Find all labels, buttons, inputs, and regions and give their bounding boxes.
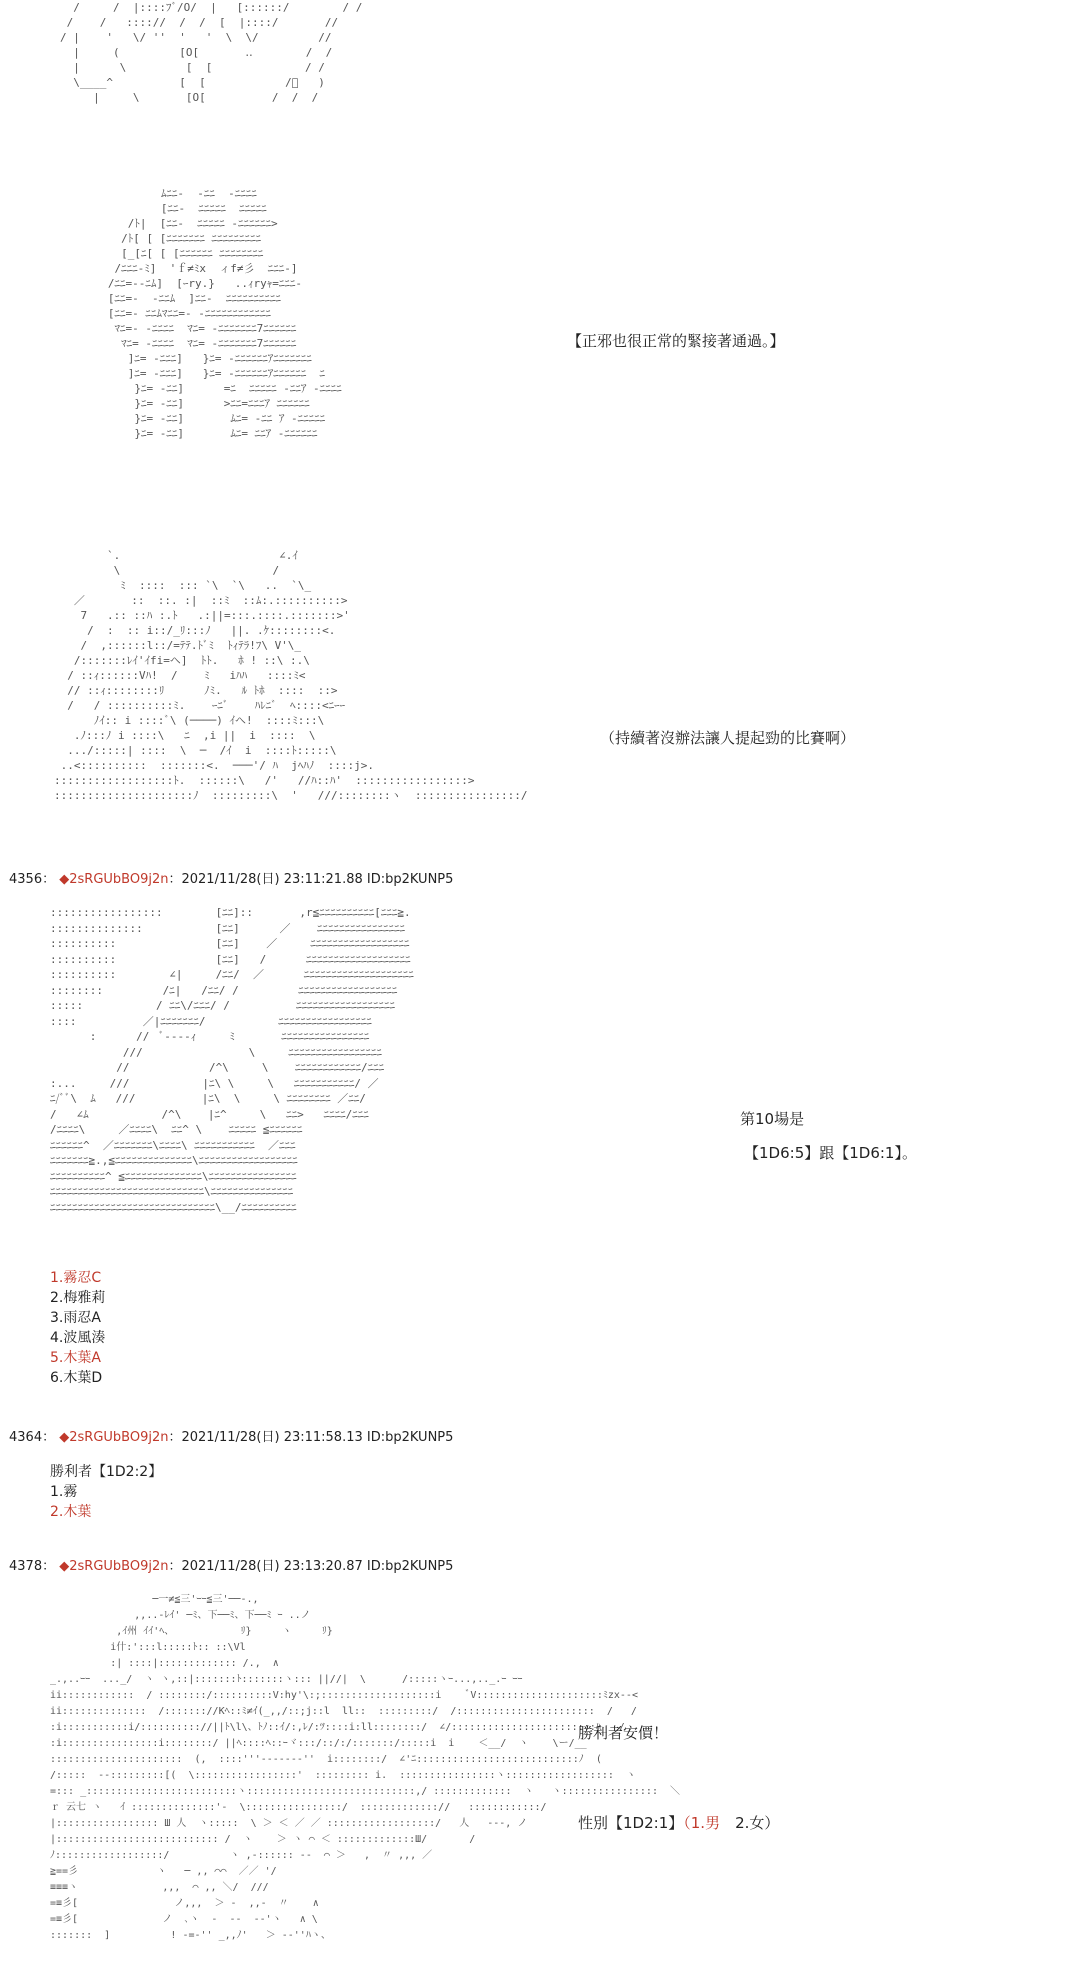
post-meta: ：2021/11/28(日) 23:11:21.88 ID:bp2KUNP5	[168, 872, 454, 887]
ascii-art-line: ::::::::::::::::::ﾄ. ::::::\ /' //ﾊ::ﾊ' :::::::::::::::::>	[54, 774, 475, 787]
ascii-art-line: ,ｲ州 ｲｲ'ﾍ、 ﾘ} ヽ ﾘ}	[50, 1626, 333, 1637]
winner-item: 1.霧	[50, 1484, 78, 1500]
ascii-art-line: /ﾆﾆ=--ﾆﾑ] [ｰry.} ..ｨryｬ=ﾆﾆﾆ-	[88, 277, 302, 290]
ascii-art-line: [ﾆﾆ- ﾆﾆﾆﾆﾆ ﾆﾆﾆﾆﾆ	[88, 202, 267, 215]
candidate-item: 5.木葉A	[50, 1350, 101, 1366]
ascii-art-arena	[50, 905, 414, 1215]
trip-diamond-icon: ◆	[59, 872, 70, 887]
candidate-item: 4.波風湊	[50, 1330, 106, 1346]
ascii-art-line: |::::::::::::::::::::::::::: / ヽ ＞ ヽ ⌒ ＜ :::::::::::::Ш/ /	[50, 1834, 476, 1845]
ascii-art-line: ::::: / ﾆﾆ\/ﾆﾆﾆ/ / ﾆﾆﾆﾆﾆﾆﾆﾆﾆﾆﾆﾆﾆﾆﾆﾆﾆﾆ	[50, 999, 396, 1012]
ascii-art-line: ﾆﾆﾆﾆﾆﾆﾆﾆﾆﾆﾆﾆﾆﾆﾆﾆﾆﾆﾆﾆﾆﾆﾆﾆﾆﾆﾆﾆﾆﾆ\__/ﾆﾆﾆﾆﾆﾆﾆﾆﾆﾆ	[50, 1200, 297, 1214]
ascii-art-line: [ﾆﾆ=- -ﾆﾆﾑ ]ﾆﾆ- ﾆﾆﾆﾆﾆﾆﾆﾆﾆﾆ	[88, 292, 281, 305]
ascii-art-line: }ﾆ= -ﾆﾆ] >ﾆﾆ=ﾆﾆﾆｱ ﾆﾆﾆﾆﾆﾆ	[88, 397, 310, 410]
ascii-art-line: :::::::::: ∠| /ﾆﾆ/ ／ ﾆﾆﾆﾆﾆﾆﾆﾆﾆﾆﾆﾆﾆﾆﾆﾆﾆﾆﾆﾆ	[50, 968, 414, 981]
ascii-art-line: /ﾆﾆﾆ-ﾐ] 'ｆ≠ﾐx ィf≠彡 ﾆﾆﾆ-]	[88, 262, 298, 275]
narration-boring-match: （持續著沒辦法讓人提起勁的比賽啊）	[600, 729, 856, 747]
ascii-art-line: ii:::::::::::::: /::::::://Kﾍ::ﾐ≠ｲ(_,,/::;j::l ll:: :::::::::/ /::::::::::::::::::::::: / /	[50, 1706, 637, 1717]
ascii-art-line: / / ::::// / / [ |::::/ //	[60, 16, 339, 29]
winner-item: 2.木葉	[50, 1504, 92, 1520]
post-meta: ：2021/11/28(日) 23:13:20.87 ID:bp2KUNP5	[168, 1559, 454, 1574]
ascii-art-seija	[88, 186, 342, 441]
post-header-4364	[9, 1426, 453, 1445]
gender-choice-rest: 2.女）	[720, 1814, 780, 1832]
ascii-art-line: ﾉｲ:: i ::::ﾞ\ (────) ｲヘ! ::::ﾐ:::\	[54, 714, 325, 727]
ascii-art-line: // ::ｨ::::::::ﾘ ﾉﾐ. ﾙ ﾄﾎ :::: ::>	[54, 684, 338, 697]
ascii-art-line: / ∠ﾑ /^\ |ﾆ^ \ ﾆﾆ> ﾆﾆﾆﾆ/ﾆﾆﾆ	[50, 1107, 369, 1121]
ascii-art-line: /// \ ﾆﾆﾆﾆﾆﾆﾆﾆﾆﾆﾆﾆﾆﾆﾆﾆﾆ	[50, 1045, 382, 1059]
ascii-art-line: :::::::::: [ﾆﾆ] ／ ﾆﾆﾆﾆﾆﾆﾆﾆﾆﾆﾆﾆﾆﾆﾆﾆﾆﾆ	[50, 937, 410, 950]
post-tripcode[interactable]: 2sRGUbBO9j2n	[69, 1430, 169, 1445]
narration-seija-passes: 【正邪也很正常的緊接著通過。】	[567, 332, 785, 350]
ascii-art-line: :::::::::::::::::::::ﾉ :::::::::\ ' ///::::::::ヽ ::::::::::::::::/	[54, 789, 528, 802]
trip-diamond-icon: ◆	[59, 1430, 70, 1445]
ascii-art-line: : // ﾞ----ｨ ﾐ ﾆﾆﾆﾆﾆﾆﾆﾆﾆﾆﾆﾆﾆﾆﾆﾆ	[50, 1030, 370, 1043]
ascii-art-line: ﾏﾆ=- -ﾆﾆﾆﾆ ﾏﾆ= -ﾆﾆﾆﾆﾆﾆﾆ7ﾆﾆﾆﾆﾆﾆ	[88, 322, 297, 335]
ascii-art-line: :i::::::::::::::::i::::::::/ ||ﾍ::::ﾍ::ｰヾ:::/::/:/:::::::/:::::i i ＜__/ ヽ \ー/__	[50, 1738, 587, 1749]
candidate-item: 6.木葉D	[50, 1370, 103, 1386]
ascii-art-line: // /^\ \ ﾆﾆﾆﾆﾆﾆﾆﾆﾆﾆﾆﾆ/ﾆﾆﾆ	[50, 1061, 385, 1074]
ascii-art-line: :... /// |ﾆ\ \ \ ﾆﾆﾆﾆﾆﾆﾆﾆﾆﾆﾆ/ ／	[50, 1076, 379, 1090]
ascii-art-line: ,,..-ﾚｲ' ─ﾐ、下──ﾐ、下──ﾐ ｰ ..ノ	[50, 1610, 311, 1621]
ascii-art-line: |::::::::::::::::: Ш 人 ヽ::::: \ ＞ ＜ ／ ／ ::::::::::::::::::/ 人 ---, ノ	[50, 1818, 528, 1829]
ascii-art-line: ]ﾆ= -ﾆﾆﾆ] }ﾆ= -ﾆﾆﾆﾆﾆﾆｱﾆﾆﾆﾆﾆﾆﾆ	[88, 352, 312, 365]
ascii-art-line: [_[ﾆ[ [ [ﾆﾆﾆﾆﾆﾆ ﾆﾆﾆﾆﾆﾆﾆﾆ	[88, 247, 264, 260]
ascii-art-line: :::::::::::::::::::::: (, ::::'''-------'' i::::::::/ ∠'ﾆ:::::::::::::::::::::::::::ﾉ (	[50, 1754, 602, 1765]
ascii-art-line: ﾆ/ﾞﾞ\ ﾑ /// |ﾆ\ \ \ ﾆﾆﾆﾆﾆﾆﾆﾆ ／ﾆﾆ/	[50, 1092, 366, 1105]
candidate-item: 2.梅雅莉	[50, 1290, 106, 1306]
ascii-art-line: :| ::::|::::::::::::: /., ∧	[50, 1658, 279, 1669]
ascii-art-line: /:::::::ﾚｲ'ｲfi=ヘ] ﾄﾄ. ﾎ ! ::\ :.\	[54, 654, 310, 667]
post-header-4378	[9, 1555, 453, 1574]
ascii-art-line: ::::::::::::::::: [ﾆﾆ]:: ,r≦ﾆﾆﾆﾆﾆﾆﾆﾆﾆﾆ[ﾆﾆﾆ≧.	[50, 906, 411, 919]
ascii-art-line: /ﾄ| [ﾆﾆ- ﾆﾆﾆﾆﾆ -ﾆﾆﾆﾆﾆﾆ>	[88, 217, 278, 230]
post-separator: ：	[42, 872, 56, 887]
post-number: 4378	[9, 1559, 43, 1574]
ascii-art-line: ﾏﾆ= -ﾆﾆﾆﾆ ﾏﾆ= -ﾆﾆﾆﾆﾆﾆﾆ7ﾆﾆﾆﾆﾆﾆ	[88, 337, 297, 350]
ascii-art-line: 7 .:: ::ﾊ :.ﾄ .:||=:::.::::.:::::::>'	[54, 609, 350, 622]
ascii-art-line: =≡彡[ ノ,,, ＞ ‐ ,,‐ 〃 ∧	[50, 1898, 319, 1909]
ascii-art-line: / : :: i::/_ﾘ:::ﾉ ||. .ｹ::::::::<.	[54, 624, 336, 637]
ascii-art-line: ﾐ :::: ::: `\ `\ .. `\_	[54, 579, 312, 592]
ascii-art-line: :::::::::: [ﾆﾆ] / ﾆﾆﾆﾆﾆﾆﾆﾆﾆﾆﾆﾆﾆﾆﾆﾆﾆﾆﾆ	[50, 952, 411, 966]
ascii-art-line: `. ∠.ｲ	[54, 549, 298, 562]
candidate-item: 1.霧忍C	[50, 1270, 102, 1286]
ascii-art-line: | ( [O[ ‥ / /	[60, 46, 333, 59]
ascii-art-line: _.,..ｰｰ ..._/ ヽ ヽ,::|:::::::ﾄ:::::::ヽ::: ||//| \ /:::::ヽｰ...,.._.ｰ ｰｰ	[50, 1674, 523, 1685]
gender-dice-label: 性別【1D2:1】	[578, 1814, 684, 1832]
post-header-4356	[9, 868, 453, 887]
ascii-art-line: }ﾆ= -ﾆﾆ] =ﾆ ﾆﾆﾆﾆﾆ -ﾆﾆｱ -ﾆﾆﾆﾆ	[88, 382, 342, 395]
ascii-art-line: :i:::::::::::i/:::::::::://||ﾄ\l\、ﾄﾉ::ｲ/:,ﾚ/:ﾂ::::i:ll::::::::/ ∠/::::::::::::::::::::::::ﾊ_ _/	[50, 1722, 625, 1733]
ascii-art-line: ﾆﾆﾆﾆﾆﾆﾆ≧.,≦ﾆﾆﾆﾆﾆﾆﾆﾆﾆﾆﾆﾆﾆﾆ\ﾆﾆﾆﾆﾆﾆﾆﾆﾆﾆﾆﾆﾆﾆﾆﾆﾆﾆ	[50, 1154, 298, 1167]
narration-match-10: 第10場是	[740, 1110, 805, 1128]
ascii-art-line: ｒ 云七 ヽ ｲ ::::::::::::::'- \::::::::::::::::/ :::::::::::::// ::::::::::::/	[50, 1802, 547, 1813]
ascii-art-line: /::::: --:::::::::[( \:::::::::::::::::' ::::::::: i. ::::::::::::::::ヽ:::::::::::::::::: ヽ	[50, 1770, 636, 1781]
ascii-art-line: / | ' \/ '' ' ' \ \/ //	[60, 31, 332, 44]
ascii-art-line: ≡≡≡ヽ ,,, ⌒ ,, ＼/ ///	[50, 1882, 269, 1893]
ascii-art-line: }ﾆ= -ﾆﾆ] ﾑﾆ= -ﾆﾆ ｱ -ﾆﾆﾆﾆﾆ	[88, 412, 326, 425]
dice-result-1d6: 【1D6:5】跟【1D6:1】。	[744, 1144, 917, 1162]
post-separator: ：	[42, 1559, 56, 1574]
gender-open-paren: （	[683, 1814, 691, 1832]
ascii-art-line: \ /	[54, 564, 280, 577]
ascii-art-line: :::::::::::::: [ﾆﾆ] ／ ﾆﾆﾆﾆﾆﾆﾆﾆﾆﾆﾆﾆﾆﾆﾆﾆ	[50, 921, 406, 935]
post-number: 4364	[9, 1430, 43, 1445]
ascii-art-line: ﾆﾆﾆﾆﾆﾆ^ ／ﾆﾆﾆﾆﾆﾆﾆ\ﾆﾆﾆﾆ\ ﾆﾆﾆﾆﾆﾆﾆﾆﾆﾆﾆ ／ﾆﾆﾆ	[50, 1138, 296, 1152]
ascii-art-line: .../:::::| :::: \ ─ /ｲ i ::::ﾄ:::::\	[54, 744, 337, 757]
ascii-art-line: ﾆﾆﾆﾆﾆﾆﾆﾆﾆﾆ^ ≦ﾆﾆﾆﾆﾆﾆﾆﾆﾆﾆﾆﾆﾆﾆ\ﾆﾆﾆﾆﾆﾆﾆﾆﾆﾆﾆﾆﾆﾆﾆﾆ	[50, 1169, 297, 1183]
ascii-art-line: ::::::: ] ! ‐=‐'' _,,ﾉ' ＞ ‐‐''ﾊヽ、	[50, 1930, 331, 1941]
ascii-art-line: ﾆﾆﾆﾆﾆﾆﾆﾆﾆﾆﾆﾆﾆﾆﾆﾆﾆﾆﾆﾆﾆﾆﾆﾆﾆﾆﾆﾆ\ﾆﾆﾆﾆﾆﾆﾆﾆﾆﾆﾆﾆﾆﾆﾆ	[50, 1185, 294, 1198]
post-tripcode[interactable]: 2sRGUbBO9j2n	[69, 872, 169, 887]
post-separator: ：	[42, 1430, 56, 1445]
ascii-art-beast	[50, 1592, 680, 1944]
ascii-art-line: ／ :: ::. :| ::ﾐ ::ﾑ:.::::::::::>	[54, 594, 348, 607]
ascii-art-line: / / |::::ﾌﾞ/O/ | [::::::/ / /	[60, 1, 363, 14]
ascii-art-line: ﾑﾆﾆ- -ﾆﾆ -ﾆﾆﾆﾆ	[88, 187, 257, 200]
winner-block	[50, 1462, 162, 1522]
trip-diamond-icon: ◆	[59, 1559, 70, 1574]
ascii-art-line: ii:::::::::::: / ::::::::/::::::::::V:hy'\:;:::::::::::::::::::i ﾞV:::::::::::::::::::::ﾐzx--<	[50, 1690, 638, 1701]
ascii-art-line: }ﾆ= -ﾆﾆ] ﾑﾆ= ﾆﾆｱ -ﾆﾆﾆﾆﾆﾆ	[88, 427, 318, 440]
ascii-art-line: ≧==彡 ヽ ─ ,, ⌒⌒ ／／ '/	[50, 1866, 277, 1877]
ascii-art-line: /ﾄ[ [ [ﾆﾆﾆﾆﾆﾆﾆ ﾆﾆﾆﾆﾆﾆﾆﾆﾆ	[88, 232, 261, 245]
gender-choice-male: 1.男	[690, 1814, 721, 1832]
ascii-art-line: | \ [O[ / / /	[60, 91, 319, 104]
ascii-art-top	[60, 0, 362, 105]
ascii-art-line: / ::ｨ::::::Vﾊ! / ﾐ iﾊﾊ ::::ﾐ<	[54, 669, 313, 682]
post-number: 4356	[9, 872, 43, 887]
ascii-art-line: \____^ [ [ /ﾞ )	[60, 76, 325, 89]
ascii-art-line: ﾉ::::::::::::::::::/ ヽ ,‐:::::: ‐‐ ⌒ ＞ , 〃 ,,, ／	[50, 1850, 433, 1861]
candidate-item: 3.雨忍A	[50, 1310, 101, 1326]
ascii-art-line: i什:':::l:::::ﾄ:: ::\Vl	[50, 1642, 246, 1653]
ascii-art-line: :::: ／|ﾆﾆﾆﾆﾆﾆﾆ/ ﾆﾆﾆﾆﾆﾆﾆﾆﾆﾆﾆﾆﾆﾆﾆﾆﾆ	[50, 1014, 372, 1028]
gender-dice	[578, 1812, 779, 1833]
ascii-art-line: =::: _:::::::::::::::::::::::::ヽ::::::::::::::::::::::::::::,/ ::::::::::::: ヽ ヽ:::::::::::::::: ＼	[50, 1786, 681, 1797]
ascii-art-line: =≡彡[ ノ ､ヽ ‐ ‐‐ ‐‐'ヽ ∧ \	[50, 1914, 318, 1925]
ascii-art-line: / / ::::::::::ﾐ. ｰﾆﾞ ﾊﾚﾆﾞ ﾍ::::<ﾆｰｰ	[54, 699, 346, 712]
ascii-art-line: /ﾆﾆﾆﾆ\ ／ﾆﾆﾆﾆ\ ﾆﾆ^ \ ﾆﾆﾆﾆﾆ ≦ﾆﾆﾆﾆﾆﾆ	[50, 1123, 303, 1136]
ascii-art-line: .ﾉ:::ﾉ i ::::\ ﾆ ,i || i :::: \	[54, 729, 316, 742]
ascii-art-line: [ﾆﾆ=- ﾆﾆﾑﾏﾆﾆ=- -ﾆﾆﾆﾆﾆﾆﾆﾆﾆﾆﾆﾆ	[88, 307, 271, 320]
ascii-art-line: ..<:::::::::: :::::::<. ───'/ ﾊ jﾍﾊﾉ ::::j>.	[54, 759, 375, 772]
ascii-art-line: ─一≠≦三'ｰｰ≦三'──-.,	[50, 1594, 259, 1605]
candidate-list	[50, 1268, 105, 1388]
winner-title: 勝利者【1D2:2】	[50, 1464, 163, 1480]
post-meta: ：2021/11/28(日) 23:11:58.13 ID:bp2KUNP5	[168, 1430, 454, 1445]
ascii-art-line: :::::::: /ﾆ| /ﾆﾆ/ / ﾆﾆﾆﾆﾆﾆﾆﾆﾆﾆﾆﾆﾆﾆﾆﾆﾆﾆ	[50, 983, 398, 997]
narration-winner-vote: 勝利者安價！	[578, 1724, 669, 1742]
ascii-art-line: ]ﾆ= -ﾆﾆﾆ] }ﾆ= -ﾆﾆﾆﾆﾆﾆｱﾆﾆﾆﾆﾆﾆ ﾆ	[88, 367, 325, 380]
ascii-art-line: | \ [ [ / /	[60, 61, 325, 74]
post-tripcode[interactable]: 2sRGUbBO9j2n	[69, 1559, 169, 1574]
ascii-art-line: / ,::::::l::/=ﾃﾃ.ﾄﾞﾐ ﾄｨﾃﾗ!ﾌ\ V'\_	[54, 639, 302, 652]
ascii-art-crowd	[54, 548, 527, 803]
